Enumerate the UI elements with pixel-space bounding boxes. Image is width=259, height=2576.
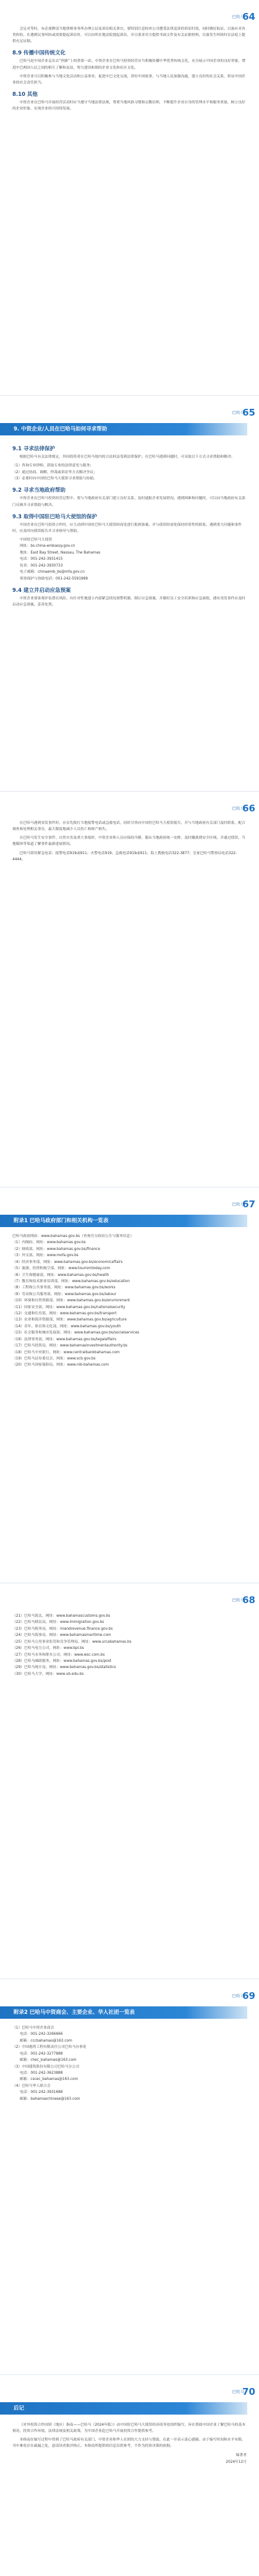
list-item: （16）法律事务部，网址：www.bahamas.gov.bs/legalaffairs (12, 1337, 117, 1341)
list-item: （24）巴哈马海事局，网址：www.bahamasmaritime.com (12, 1633, 111, 1638)
contact-line: 中国驻巴哈马大使馆 (20, 537, 53, 542)
list-item: （25）巴哈马公用事业监管和竞争管理局，网址：www.urcabahamas.bs (12, 1640, 132, 1644)
signature-author: 编著者 (236, 2453, 247, 2457)
paragraph: 本指南在编写过程中得到了巴哈马政府有关部门、中资企业和华人社团的大力支持与帮助，在此一并表示衷心感谢。由于编写时间和水平有限，书中难免存在疏漏之处，恳请读者批评指正。本指南所提供的信息仅供参考，不作为投资决策的依据。 (12, 2438, 245, 2449)
signature-date: 2024年12月 (226, 2460, 247, 2464)
contact-line: 电话：001-242-3931415 (20, 557, 63, 562)
list-item: （9）劳动和公共服务部，网址：www.bahamas.gov.bs/labour (12, 1292, 117, 1296)
list-item: （22）巴哈马移民局，网址：www.immigration.gov.bs (12, 1620, 104, 1625)
paragraph: 会足对等时，有必要聘请当地律师事务所办理公证及诉讼相关事宜。要特别注意检查公司遭受法律追诉的诉讼时效，同时做好取证，以备应对各类纠纷。在遇到民事纠纷或需要提起诉讼时，可以向所在地法院提起诉讼，并且要求对方提供书面文件及有关证据材料，以备发生纠纷时在法庭上提供充足证据。 (12, 27, 245, 44)
list-item: （20）巴哈马国家保险局，网址：www.nib-bahamas.com (12, 1363, 109, 1367)
running-head: 巴哈马 (232, 1202, 244, 1207)
running-head: 巴哈马 (232, 2389, 244, 2394)
document-page-67 (0, 1187, 259, 1583)
chapter-banner: 9. 中资企业/人员在巴哈马如何寻求帮助 (0, 423, 247, 435)
contact-line: 电话：001-242-3623888 (20, 2071, 63, 2075)
paragraph: 巴哈马常用紧急电话：报警电话919或911；火警电话919；急救电话919或911；海上搜救电话322-3877；皇家巴哈马警察局电话322-4444。 (12, 851, 237, 862)
list-item: （26）巴哈马电力公司，网址：www.bpl.bs (12, 1646, 84, 1651)
appendix-banner: 附录1 巴哈马政府部门和相关机构一览表 (0, 1215, 247, 1227)
list-item: （28）巴哈马邮政服务，网址：www.bahamas.gov.bs/post (12, 1659, 112, 1663)
paragraph: 中资企业可以积极参与当地文化活动和公益事业，促进中巴文化交流，讲好中国故事，与当地人民加强沟通，建立良好的社会关系，彰显中国企业的社会责任担当。 (12, 74, 245, 85)
paragraph: 根据巴哈马有关法律规定，外国投资者在巴哈马境内的合法权益受到法律保护。在巴哈马遇到问题时，可采取以下方式寻求帮助和解决： (19, 455, 235, 459)
page-number: 65 (242, 407, 255, 418)
paragraph: 在巴哈马发生安全事件、自然灾害及重大事故时，中资企业和人员应保持冷静，服从当地政府统一安排，及时撤离到安全区域，并通过使馆、当地媒体等渠道了解事件最新进展情况。 (12, 836, 245, 847)
running-head: 巴哈马 (232, 806, 244, 811)
contact-line: 邮箱：cscec_bahamas@163.com (20, 2077, 79, 2082)
contact-line: 传真：001-242-3930733 (20, 563, 63, 568)
signature-block (12, 2452, 247, 2466)
contact-line: 电话：001-242-3266666 (20, 2032, 63, 2037)
paragraph: 《对外投资合作国别（地区）指南——巴哈马（2024年版）》由中国驻巴哈马大使馆经济商务处组织编写，旨在帮助中国企业了解巴哈马的基本情况、投资合作环境、法律法规及相关政策，为中国企业赴巴哈马开展投资合作提供参考。 (12, 2423, 246, 2434)
list-item: （6）卫生和健康部，网址：www.bahamas.gov.bs/health (12, 1273, 109, 1277)
list-item: （8）工程和公共事务部，网址：www.bahamas.gov.bs/works (12, 1286, 116, 1290)
list-item: （12）交通和住房部，网址：www.bahamas.gov.bs/transport (12, 1312, 117, 1316)
section-heading: 9.4 建立并启动应急预案 (12, 587, 71, 594)
list-item: 巴哈马政府网站：www.bahamas.gov.bs（查询官方政府公告与服务信息） (12, 1235, 134, 1238)
contact-line: 邮箱：cccbahamas@163.com (20, 2039, 72, 2043)
contact-line: 电子邮箱：chinaemb_bs@mfa.gov.cn (20, 570, 85, 575)
section-heading: 9.2 寻求当地政府帮助 (12, 487, 66, 494)
paragraph: 中国企业在巴哈马投资合作时，应主动到中国驻巴哈马大使馆经商处进行报到备案，并与使馆经商处保持经常性的联系。遇到重大问题和事件时，应及时向使馆报告并寻求指导与帮助。 (12, 523, 242, 533)
contact-line: 领事保护与协助电话：001-242-5591989 (20, 576, 88, 581)
section-heading: 8.10 其他 (12, 91, 38, 98)
list-item: （23）巴哈马税务局，网址：inlandrevenue.finance.gov.bs (12, 1627, 113, 1631)
document-page-65 (0, 396, 259, 792)
contact-line: 地址：East Bay Street, Nassau, The Bahamas (20, 550, 101, 555)
page-number: 69 (242, 1990, 255, 2001)
contact-line: 邮箱：bahamaschinese@163.com (20, 2097, 80, 2101)
list-item: （2）财政部，网址：www.bahamas.gov.bs/finance (12, 1247, 100, 1251)
running-head: 巴哈马 (232, 14, 244, 19)
list-item: （3）必要时向中国驻巴哈马大使馆寻求帮助与协助。 (12, 476, 98, 481)
document-page-66 (0, 792, 259, 1187)
contact-line: 邮箱：chec_bahamas@163.com (20, 2058, 77, 2063)
list-item: （27）巴哈马水务和排水公司，网址：www.wsc.com.bs (12, 1653, 105, 1657)
list-item: （5）旅游、投资和航空部，网址：www.tourismtoday.com (12, 1267, 111, 1271)
list-item: （2）中国港湾工程有限责任公司巴哈马办事处 (12, 2045, 87, 2050)
paragraph: 中资企业要客观评估潜在风险，有针对性地建立内部紧急情况预警机制，制订应急预案，并做好员工安全培训和应急演练，遇有突发事件应及时启动应急预案，妥善处置。 (12, 596, 245, 607)
running-head: 巴哈马 (232, 1598, 244, 1603)
contact-line: 电话：001-242-3277888 (20, 2052, 63, 2056)
page-number: 67 (242, 1199, 255, 1210)
paragraph: 中资企业在巴哈马投资经营过程中，要与当地政府有关部门建立良好关系，及时通报企业发展情况。遇到困难和问题时，可以向当地政府有关部门反映并寻求帮助与解决。 (12, 497, 245, 507)
section-heading: 8.9 传播中国传统文化 (12, 50, 66, 57)
list-item: （14）青年、体育和文化部，网址：www.bahamas.gov.bs/youth (12, 1324, 121, 1329)
list-item: （11）国家安全部，网址：www.bahamas.gov.bs/nationalsecurity (12, 1305, 125, 1309)
page-number: 68 (242, 1594, 255, 1606)
list-item: （17）巴哈马投资局，网址：www.bahamasinvestmentauthority.bs (12, 1344, 128, 1348)
list-item: （19）巴哈马证券委员会，网址：www.scb.gov.bs (12, 1357, 96, 1361)
list-item: （30）巴哈马大学，网址：www.ub.edu.bs (12, 1672, 84, 1676)
running-head: 巴哈马 (232, 1993, 244, 1998)
document-page-64 (0, 0, 259, 396)
paragraph: 在巴哈马遇到突发事件时，应首先拨打当地报警电话或急救电话，同时尽快向中国驻巴哈马大使馆报告，并与当地政府有关部门及时联系，配合调查和处理相关事宜，最大限度地减少人员伤亡和财产损失。 (12, 821, 245, 832)
list-item: （4）经济事务部，网址：www.bahamas.gov.bs/economicaffairs (12, 1260, 123, 1264)
list-item: （7）教育和技术职业培训部，网址：www.bahamas.gov.bs/education (12, 1279, 130, 1283)
paragraph: 中资企业在巴哈马开展经营活动时应当遵守当地法律法规，尊重当地风俗习惯和宗教信仰，不断提升企业自身的管理水平和服务质量，树立良好的企业形象，实现企业的可持续发展。 (12, 100, 245, 111)
list-item: （18）巴哈马中央银行，网址：www.centralbankbahamas.com (12, 1350, 120, 1354)
list-item: （10）环境和自然资源部，网址：www.bahamas.gov.bs/environment (12, 1299, 130, 1303)
list-item: （3）外交部，网址：www.mofa.gov.bs (12, 1254, 79, 1258)
document-page-68 (0, 1583, 259, 1979)
document-page-69 (0, 1979, 259, 2375)
page-number: 66 (242, 803, 255, 814)
list-item: （21）巴哈马海关，网址：www.bahamascustoms.gov.bs (12, 1614, 111, 1618)
paragraph: 巴哈马是中国企业走出去“丝路”上的重要一站。中资企业在巴哈马投资经营应当积极传播中华优秀传统文化，充分展示中国企业的良好形象，增进中巴两国人民之间的相互了解和友谊，努力建设和谐的企业文化和社区文化。 (12, 59, 246, 70)
list-item: （29）巴哈马统计局，网址：www.bahamas.gov.bs/statistics (12, 1666, 116, 1670)
list-item: （15）社会服务和城市发展部，网址：www.bahamas.gov.bs/socialservices (12, 1331, 140, 1335)
page-number: 70 (242, 2386, 255, 2397)
list-item: （1）内阁府，网址：www.bahamas.gov.bs (12, 1241, 86, 1245)
list-item: （13）农业和海洋资源部，网址：www.bahamas.gov.bs/agriculture (12, 1318, 127, 1322)
appendix-banner: 附录2 巴哈马中资商会、主要企业、华人社团一览表 (0, 2006, 247, 2019)
contact-line: 网址：bs.china-embassy.gov.cn (20, 544, 75, 549)
list-item: （1）咨询专业律师，获取专业的法律意见与服务； (12, 464, 94, 468)
contact-line: 电话：001-242-3931688 (20, 2090, 63, 2095)
section-heading: 9.1 寻求法律保护 (12, 446, 56, 452)
document-page-70 (0, 2375, 259, 2576)
afterword-banner: 后记 (0, 2402, 247, 2415)
list-item: （2）通过协商、调解、仲裁或诉讼等方式解决争议； (12, 470, 98, 474)
list-item: （4）巴哈马华人联合会 (12, 2084, 51, 2088)
page-number: 64 (242, 11, 255, 22)
list-item: （3）中国建筑股份有限公司巴哈马分公司 (12, 2065, 80, 2069)
list-item: （1）巴哈马中资企业商会 (12, 2026, 54, 2030)
section-heading: 9.3 取得中国驻巴哈马大使馆的保护 (12, 513, 98, 520)
running-head: 巴哈马 (232, 410, 244, 415)
